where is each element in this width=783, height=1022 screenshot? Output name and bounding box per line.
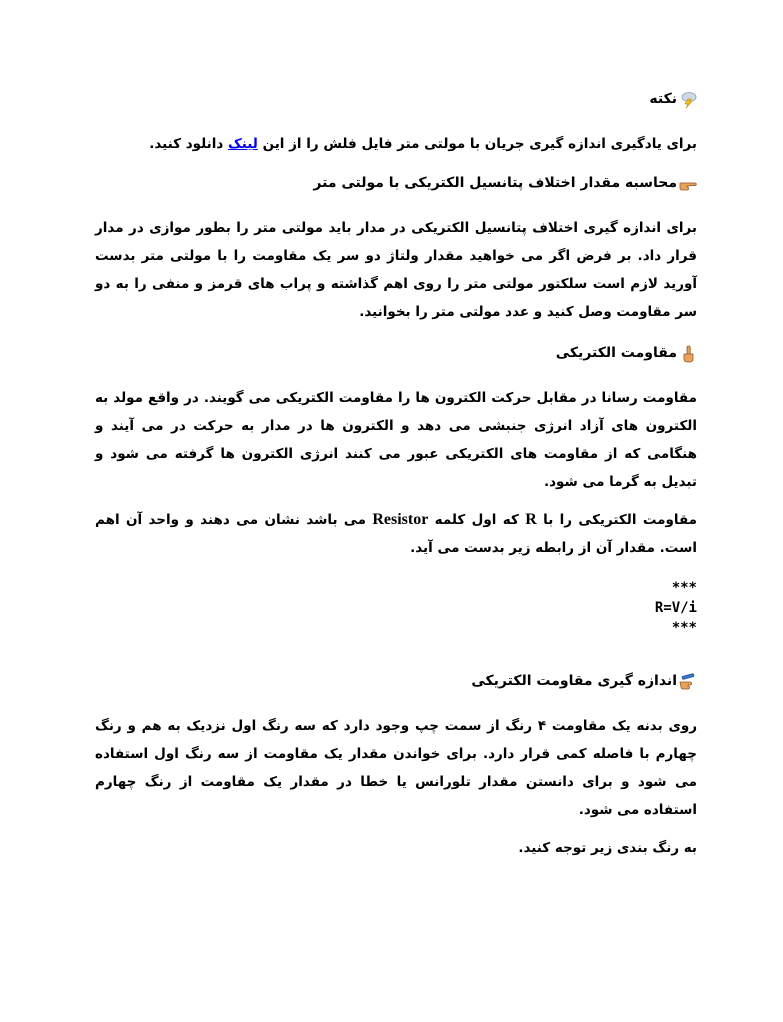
formula-stars-top: *** [671, 580, 697, 596]
measure-heading-text: اندازه گیری مقاومت الکتریکی [471, 673, 677, 689]
measure-paragraph-2: به رنگ بندی زیر توجه کنید. [518, 840, 697, 856]
measure-paragraph-1: روی بدنه یک مقاومت ۴ رنگ از سمت چپ وجود دارد که سه رنگ اول نزدیک به هم و رنگ چهارم با فاصله کمی قرار دارد. برای خواندن مقدار یک مقاومت از سه رنگ اول استفاده می شود و برای دانستن مقدار تلورانس یا خطا در مقدار یک مقاومت از رنگ چهارم استفاده می شود. [95, 718, 697, 818]
index-finger-icon [679, 344, 697, 362]
resistance-p2-part1: مقاومت الکتریکی را با [536, 512, 698, 528]
resistance-p2-part3: می باشد نشان می دهند و واحد آن اهم است. مقدار آن از رابطه زیر بدست می آید. [95, 512, 697, 556]
resistance-heading [95, 338, 697, 368]
pointing-hand-icon [679, 174, 697, 192]
download-link[interactable]: لینک [227, 136, 258, 152]
resistance-heading-text: مقاومت الکتریکی [555, 345, 677, 361]
resistance-paragraph-1: مقاومت رسانا در مقابل حرکت الکترون ها را مقاومت الکتریکی می گویند. در واقع مولد به الکترون های آزاد انرژی جنبشی می دهد و الکترون ها در مدار به حرکت در می آیند و هنگامی که از مقاومت های الکتریکی عبور می کنند انرژی الکترون ها گرفته می شود و تبدیل به گرما می شود. [95, 390, 697, 490]
formula-block [95, 578, 697, 638]
voltage-heading [95, 168, 697, 198]
lightning-icon [679, 90, 697, 108]
note-paragraph [95, 130, 697, 158]
note-heading [95, 84, 697, 114]
resistance-symbol: R [525, 511, 537, 528]
resistance-p2-part2: که اول کلمه [428, 512, 526, 528]
note-text-before: برای یادگیری اندازه گیری جریان با مولتی متر فایل فلش را از این [257, 136, 697, 152]
voltage-heading-text: محاسبه مقدار اختلاف پتانسیل الکتریکی با مولتی متر [313, 175, 677, 191]
formula-text: R=V/i [654, 600, 697, 616]
note-text-after: دانلود کنید. [149, 136, 228, 152]
measure-heading [95, 666, 697, 696]
hand-pencil-icon [679, 672, 697, 690]
formula-stars-bottom: *** [671, 620, 697, 636]
voltage-paragraph: برای اندازه گیری اختلاف پتانسیل الکتریکی در مدار باید مولتی متر را بطور موازی در مدار قرار داد. بر فرض اگر می خواهید مقدار ولتاژ دو سر یک مقاومت را با مولتی متر بدست آورید لازم است سلکتور مولتی متر را روی اهم گذاشته و پراب های قرمز و منفی را به دو سر مقاومت وصل کنید و عدد مولتی متر را بخوانید. [95, 220, 697, 320]
resistance-paragraph-2 [95, 506, 697, 562]
document-content [95, 84, 697, 862]
resistor-word: Resistor [372, 511, 429, 528]
note-heading-text: نکته [649, 91, 677, 107]
